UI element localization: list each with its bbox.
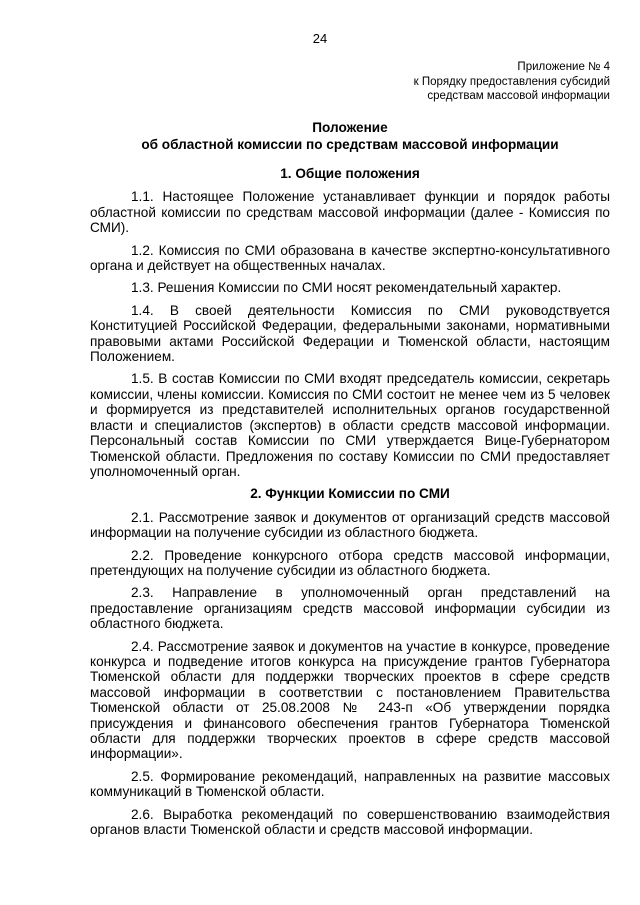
- document-body: [90, 166, 610, 844]
- title-line: об областной комиссии по средствам массовой информации: [141, 137, 559, 152]
- section-general-provisions: [90, 166, 610, 479]
- appendix-line: средствам массовой информации: [427, 90, 610, 102]
- appendix-line: к Порядку предоставления субсидий: [413, 75, 610, 88]
- paragraph: 1.2. Комиссия по СМИ образована в качестве экспертно-консультативного органа и действует на общественных началах.: [90, 242, 610, 274]
- paragraph: 1.3. Решения Комиссии по СМИ носят рекомендательный характер.: [131, 280, 562, 296]
- paragraph: 1.5. В состав Комиссии по СМИ входят председатель комиссии, секретарь комиссии, члены комиссии. Комиссия по СМИ состоит не менее чем из 5 человек и формируется из представителей исполнительных органов государственной власти и специалистов (экспертов) в области средств массовой информации. Персональный состав Комиссии по СМИ утверждается Вице-Губернатором Тюменской области. Предложения по составу Комиссии по СМИ предоставляет уполномоченный орган.: [90, 371, 610, 479]
- paragraph: 2.3. Направление в уполномоченный орган представлений на предоставление организациям средств массовой информации субсидии из областного бюджета.: [90, 585, 610, 632]
- paragraph: 2.1. Рассмотрение заявок и документов от организаций средств массовой информации на получение субсидии из областного бюджета.: [90, 509, 610, 541]
- paragraph: 2.2. Проведение конкурсного отбора средств массовой информации, претендующих на получение субсидии из областного бюджета.: [90, 547, 610, 578]
- appendix-note: [414, 60, 610, 104]
- page-number: 24: [312, 31, 328, 46]
- title-line: Положение: [312, 120, 388, 135]
- paragraph: 2.5. Формирование рекомендаций, направленных на развитие массовых коммуникаций в Тюменской области.: [90, 768, 610, 800]
- document-title: [90, 119, 610, 153]
- section-heading: 2. Функции Комиссии по СМИ: [250, 486, 450, 502]
- paragraph: 1.4. В своей деятельности Комиссия по СМИ руководствуется Конституцией Российской Федерации, федеральными законами, нормативными правовыми актами Российской Федерации и Тюменской области, настоящим Положением.: [90, 302, 610, 365]
- appendix-line: Приложение № 4: [517, 61, 610, 73]
- paragraph: 2.6. Выработка рекомендаций по совершенствованию взаимодействия органов власти Тюменской области и средств массовой информации.: [90, 806, 610, 838]
- section-heading: 1. Общие положения: [280, 166, 420, 181]
- section-commission-functions: [90, 486, 610, 837]
- paragraph: 2.4. Рассмотрение заявок и документов на участие в конкурсе, проведение конкурса и подведение итогов конкурса на присуждение грантов Губернатора Тюменской области для поддержки творческих проектов в сфере средств массовой информации в соответствии с постановлением Правительства Тюменской области от 25.08.2008 № 243-п «Об утверждении порядка присуждения и финансового обеспечения грантов Губернатора Тюменской области для поддержки творческих проектов в сфере средств массовой информации».: [90, 638, 610, 762]
- paragraph: 1.1. Настоящее Положение устанавливает функции и порядок работы областной комиссии по средствам массовой информации (далее - Комиссия по СМИ).: [90, 189, 610, 236]
